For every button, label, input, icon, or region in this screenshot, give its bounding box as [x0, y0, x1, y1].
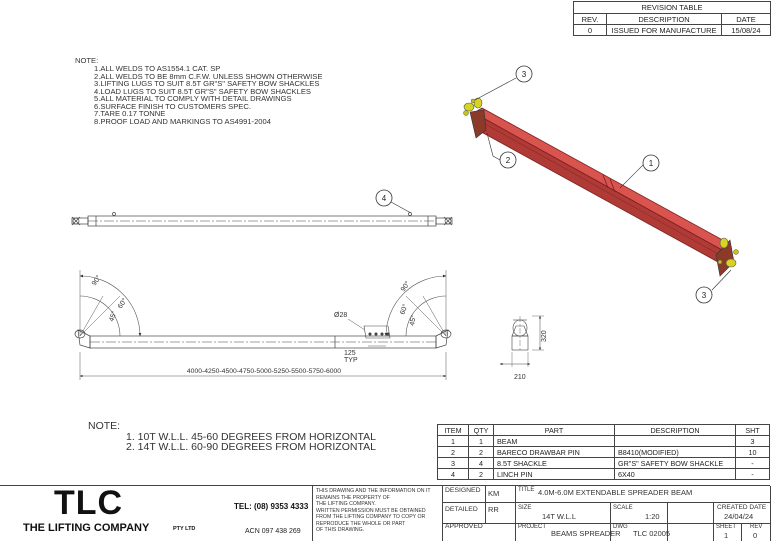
beam-top-view	[72, 213, 452, 227]
parts-cell: 1	[469, 436, 494, 447]
rev-cell-rev: 0	[574, 25, 607, 36]
parts-cell: -	[736, 458, 770, 469]
note-item: 7.TARE 0.17 TONNE	[94, 109, 166, 118]
rev-cell-date: 15/08/24	[722, 25, 771, 36]
note-item: 3.LIFTING LUGS TO SUIT 8.5T GR"S" SAFETY BOW SHACKLES	[94, 79, 320, 88]
company-acn: ACN 097 438 269	[245, 528, 301, 535]
load-note-item: 1. 10T W.L.L. 45-60 DEGREES FROM HORIZONTAL	[126, 431, 376, 443]
company-pty: PTY LTD	[173, 526, 196, 532]
company-logo: TLC	[54, 484, 124, 522]
disclaimer-line: OF THIS DRAWING.	[316, 527, 365, 533]
rev-header-date: DATE	[722, 14, 771, 25]
note-item: 8.PROOF LOAD AND MARKINGS TO AS4991-2004	[94, 116, 271, 126]
parts-cell: 3	[736, 436, 770, 447]
parts-cell: 3	[438, 458, 469, 469]
parts-cell: 6X40	[615, 469, 736, 480]
rev-header-rev: REV.	[574, 14, 607, 25]
note-item: 2.ALL WELDS TO BE 8mm C.F.W. UNLESS SHOWN OTHERWISE	[94, 71, 323, 81]
callout-3-top	[516, 66, 532, 82]
size-value: 14T W.L.L	[542, 512, 577, 521]
dim-end-height: 320	[541, 330, 548, 342]
parts-cell	[615, 436, 736, 447]
parts-row	[438, 458, 770, 469]
callout-4-label: 4	[381, 194, 387, 203]
parts-header-item: ITEM	[438, 425, 469, 436]
project-label: PROJECT	[518, 524, 547, 530]
angle-60-left: 60°	[116, 297, 129, 311]
disclaimer-line: FROM THE LIFTING COMPANY TO COPY OR	[316, 514, 426, 520]
beam-side-view	[75, 326, 451, 348]
dim-hole-pitch: 125	[344, 350, 356, 357]
disclaimer-line: WRITTEN PERMISSION MUST BE OBTAINED	[316, 507, 426, 514]
parts-cell: 2	[469, 447, 494, 458]
parts-cell: 4	[438, 469, 469, 480]
parts-header-sht: SHT	[736, 425, 770, 436]
parts-row	[438, 436, 770, 447]
parts-header-description: DESCRIPTION	[615, 425, 736, 436]
dim-span-range: 4000-4250-4500-4750-5000-5250-5500-5750-6000	[186, 368, 342, 375]
parts-cell: -	[736, 469, 770, 480]
parts-cell: BEAM	[494, 436, 615, 447]
title-label: TITLE	[518, 487, 535, 493]
shackle-icon	[464, 103, 474, 111]
dim-hole-pitch-typ: TYP	[344, 357, 358, 364]
parts-list	[437, 424, 770, 480]
disclaimer-line: THIS DRAWING AND THE INFORMATION ON IT	[316, 488, 431, 494]
beam-side-face	[474, 113, 722, 262]
parts-cell: GR"S" SAFETY BOW SHACKLE	[615, 458, 736, 469]
rev-cell-description: ISSUED FOR MANUFACTURE	[607, 25, 722, 36]
revision-table-title: REVISION TABLE	[573, 1, 771, 14]
shackle-icon	[726, 259, 736, 267]
parts-row	[438, 469, 770, 480]
angle-45-left: 45°	[108, 310, 119, 323]
angle-60-right: 60°	[399, 303, 410, 316]
load-notes-heading: NOTE:	[88, 420, 121, 432]
rev-value: 0	[753, 531, 758, 540]
disclaimer-line: REPRODUCE THE WHOLE OR PART	[316, 520, 406, 527]
detailed-value: RR	[488, 505, 499, 514]
drawing-title: 4.0M-6.0M EXTENDABLE SPREADER BEAM	[538, 488, 693, 497]
rev-header-description: DESCRIPTION	[607, 14, 722, 25]
parts-cell: BARECO DRAWBAR PIN	[494, 447, 615, 458]
disclaimer-line: REMAINS THE PROPERTY OF	[316, 494, 390, 501]
created-value: 24/04/24	[724, 512, 754, 521]
note-item: 5.ALL MATERIAL TO COMPLY WITH DETAIL DRAWINGS	[94, 94, 292, 103]
parts-cell: 2	[438, 447, 469, 458]
callout-3-bottom	[696, 287, 712, 303]
callout-3-bottom-label: 3	[701, 291, 707, 300]
angle-90-left: 90°	[90, 274, 103, 288]
callout-1	[643, 155, 659, 171]
parts-row	[438, 447, 770, 458]
angle-45-right: 45°	[409, 314, 418, 327]
company-tel: TEL: (08) 9353 4333	[234, 502, 309, 511]
note-item: 4.LOAD LUGS TO SUIT 8.5T GR"S" SAFETY BOW SHACKLES	[94, 86, 311, 96]
scale-label: SCALE	[613, 505, 633, 511]
disclaimer	[316, 488, 431, 534]
callout-2	[500, 152, 516, 168]
note-item: 6.SURFACE FINISH TO CUSTOMERS SPEC.	[94, 101, 251, 111]
callout-4	[376, 190, 411, 213]
beam-end-view	[500, 316, 544, 367]
created-label: CREATED DATE	[717, 504, 767, 511]
designed-value: KM	[488, 489, 500, 498]
dim-end-width: 210	[514, 374, 526, 381]
parts-cell: LINCH PIN	[494, 469, 615, 480]
parts-cell: B8410(MODIFIED)	[615, 447, 736, 458]
approved-label: APPROVED	[445, 523, 483, 530]
notes-heading: NOTE:	[75, 56, 99, 65]
callout-2-label: 2	[505, 156, 511, 165]
parts-cell: 10	[736, 447, 770, 458]
dim-hole-diameter: Ø28	[334, 312, 348, 319]
project-value: BEAMS SPREADER	[551, 529, 621, 538]
company-name: THE LIFTING COMPANY	[23, 522, 150, 534]
sling-angle-guide	[80, 270, 446, 336]
angle-90-right: 90°	[399, 280, 412, 294]
sheet-label: SHEET	[716, 524, 737, 530]
callout-3-top-label: 3	[521, 70, 527, 79]
disclaimer-line: THE LIFTING COMPANY.	[316, 501, 376, 507]
dwg-label: DWG	[613, 524, 628, 530]
parts-header-qty: QTY	[469, 425, 494, 436]
size-label: SIZE	[518, 505, 532, 511]
note-item: 1.ALL WELDS TO AS1554.1 CAT. SP	[94, 64, 221, 73]
load-note-item: 2. 14T W.L.L. 60-90 DEGREES FROM HORIZONTAL	[126, 441, 376, 453]
isometric-beam-view	[464, 78, 739, 290]
rev-label: REV	[750, 524, 763, 530]
scale-value: 1:20	[645, 512, 660, 521]
parts-cell: 1	[438, 436, 469, 447]
beam-top-face	[474, 108, 730, 250]
sheet-value: 1	[724, 531, 729, 540]
callout-1-label: 1	[648, 159, 654, 168]
dwg-value: TLC 02005	[633, 529, 671, 538]
parts-cell: 8.5T SHACKLE	[494, 458, 615, 469]
parts-cell: 2	[469, 469, 494, 480]
parts-cell: 4	[469, 458, 494, 469]
parts-header-part: PART	[494, 425, 615, 436]
designed-label: DESIGNED	[445, 487, 481, 494]
detailed-label: DETAILED	[445, 506, 478, 513]
